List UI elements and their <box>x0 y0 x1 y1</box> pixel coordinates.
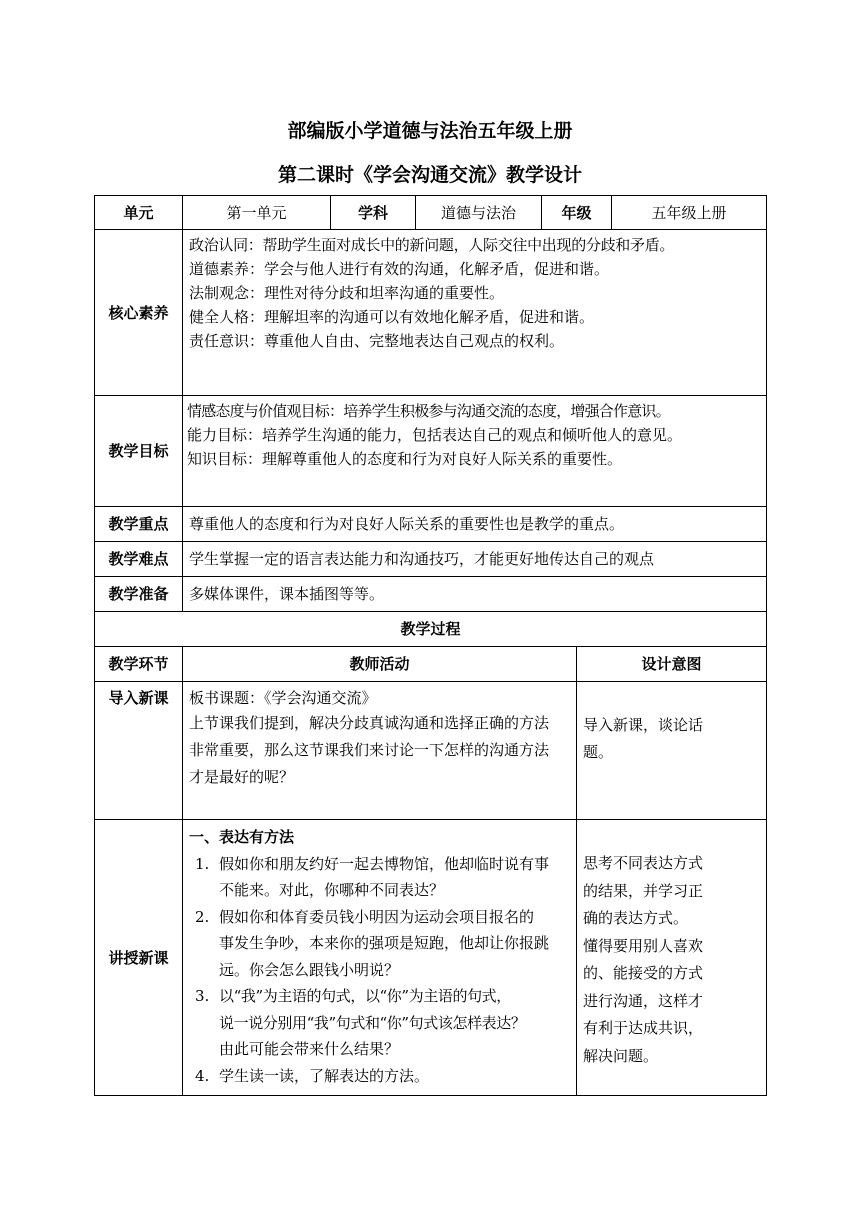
lecture-stage: 讲授新课 <box>95 820 183 1096</box>
column-design-intent: 设计意图 <box>577 647 767 682</box>
teaching-goal-line: 情感态度与价值观目标：培养学生积极参与沟通交流的态度，增强合作意识。 <box>187 402 670 420</box>
process-columns-row <box>95 647 767 682</box>
list-item-number: 4. <box>195 1066 210 1085</box>
intro-intent <box>577 682 767 820</box>
lecture-intent-line: 确的表达方式。 <box>583 909 689 927</box>
intro-intent-line: 题。 <box>583 743 614 761</box>
teaching-goals-label: 教学目标 <box>95 396 183 507</box>
lecture-intent-line: 有利于达成共识， <box>583 1019 704 1037</box>
teaching-goals-content <box>183 396 767 507</box>
core-literacy-label: 核心素养 <box>95 230 183 396</box>
core-literacy-line: 政治认同：帮助学生面对成长中的新问题，人际交往中出现的分歧和矛盾。 <box>189 236 675 254</box>
list-item-line: 说一说分别用“我”句式和“你”句式该怎样表达？ <box>219 1013 526 1032</box>
preparation-text: 多媒体课件，课本插图等等。 <box>183 577 767 612</box>
intro-activity-line: 板书课题：《学会沟通交流》 <box>189 689 377 707</box>
teaching-goal-line: 能力目标：培养学生沟通的能力，包括表达自己的观点和倾听他人的意见。 <box>187 426 683 444</box>
grade-label: 年级 <box>542 196 612 230</box>
list-item <box>189 904 574 984</box>
list-item-number: 2. <box>195 907 210 926</box>
lecture-intent-line: 思考不同表达方式 <box>583 854 704 872</box>
intro-row <box>95 682 767 820</box>
column-teacher-activity: 教师活动 <box>183 647 577 682</box>
list-item-line: 假如你和体育委员钱小明因为运动会项目报名的 <box>219 907 535 926</box>
lecture-row <box>95 820 767 1096</box>
key-point-row <box>95 507 767 542</box>
preparation-label: 教学准备 <box>95 577 183 612</box>
grade-value: 五年级上册 <box>612 196 767 230</box>
lecture-intent-line: 解决问题。 <box>583 1046 659 1065</box>
lecture-question-list <box>189 851 574 1090</box>
document-subtitle: 第二课时《学会沟通交流》教学设计 <box>277 164 582 186</box>
list-item-line: 由此可能会带来什么结果？ <box>219 1040 400 1058</box>
document-title: 部编版小学道德与法治五年级上册 <box>287 120 573 142</box>
core-literacy-line: 道德素养：学会与他人进行有效的沟通，化解矛盾，促进和谐。 <box>189 260 610 278</box>
list-item-number: 3. <box>195 987 210 1005</box>
teaching-goals-row <box>95 396 767 507</box>
subject-value: 道德与法治 <box>416 196 542 230</box>
list-item-line: 假如你和朋友约好一起去博物馆，他却临时说有事 <box>219 854 550 873</box>
unit-value: 第一单元 <box>183 196 331 230</box>
info-row <box>95 196 767 230</box>
lecture-intent-line: 的、能接受的方式 <box>583 964 704 982</box>
core-literacy-line: 健全人格：理解坦率的沟通可以有效地化解矛盾，促进和谐。 <box>189 308 595 326</box>
list-item <box>189 983 574 1063</box>
core-literacy-row <box>95 230 767 396</box>
lesson-plan-table <box>94 195 767 1096</box>
intro-activity-line: 才是最好的呢？ <box>189 768 295 786</box>
intro-stage: 导入新课 <box>95 682 183 820</box>
core-literacy-line: 责任意识：尊重他人自由、完整地表达自己观点的权利。 <box>189 332 565 350</box>
difficulty-label: 教学难点 <box>95 542 183 577</box>
core-literacy-line: 法制观念：理性对待分歧和坦率沟通的重要性。 <box>189 284 505 302</box>
list-item-line: 学生读一读，了解表达的方法。 <box>219 1066 430 1085</box>
unit-label: 单元 <box>95 196 183 230</box>
lecture-section-title: 一、表达有方法 <box>189 828 295 846</box>
core-literacy-content <box>183 230 767 396</box>
key-point-label: 教学重点 <box>95 507 183 542</box>
intro-intent-line: 导入新课，谈论话 <box>583 716 704 734</box>
list-item <box>189 851 574 904</box>
list-item <box>189 1063 574 1090</box>
difficulty-text: 学生掌握一定的语言表达能力和沟通技巧，才能更好地传达自己的观点 <box>183 542 767 577</box>
subject-label: 学科 <box>331 196 416 230</box>
lecture-intent-line: 的结果，并学习正 <box>583 881 704 900</box>
teaching-goal-line: 知识目标：理解尊重他人的态度和行为对良好人际关系的重要性。 <box>187 450 623 468</box>
difficulty-row <box>95 542 767 577</box>
lecture-intent-line: 懂得要用别人喜欢 <box>583 936 704 955</box>
intro-activity-line: 上节课我们提到，解决分歧真诚沟通和选择正确的方法 <box>189 714 550 732</box>
lecture-activity <box>183 820 577 1096</box>
column-stage: 教学环节 <box>95 647 183 682</box>
preparation-row <box>95 577 767 612</box>
list-item-number: 1. <box>195 854 210 873</box>
key-point-text: 尊重他人的态度和行为对良好人际关系的重要性也是教学的重点。 <box>183 507 767 542</box>
intro-activity-line: 非常重要，那么这节课我们来讨论一下怎样的沟通方法 <box>189 741 550 759</box>
process-header: 教学过程 <box>95 612 767 647</box>
lecture-intent-line: 进行沟通，这样才 <box>583 991 704 1010</box>
list-item-line: 事发生争吵，本来你的强项是短跑，他却让你报跳 <box>219 934 550 952</box>
lecture-intent <box>577 820 767 1096</box>
process-header-row <box>95 612 767 647</box>
list-item-line: 远。你会怎么跟钱小明说？ <box>219 960 400 979</box>
list-item-line: 以“我”为主语的句式，以“你”为主语的句式， <box>219 987 511 1005</box>
list-item-line: 不能来。对此，你哪种不同表达？ <box>219 881 445 899</box>
intro-activity <box>183 682 577 820</box>
